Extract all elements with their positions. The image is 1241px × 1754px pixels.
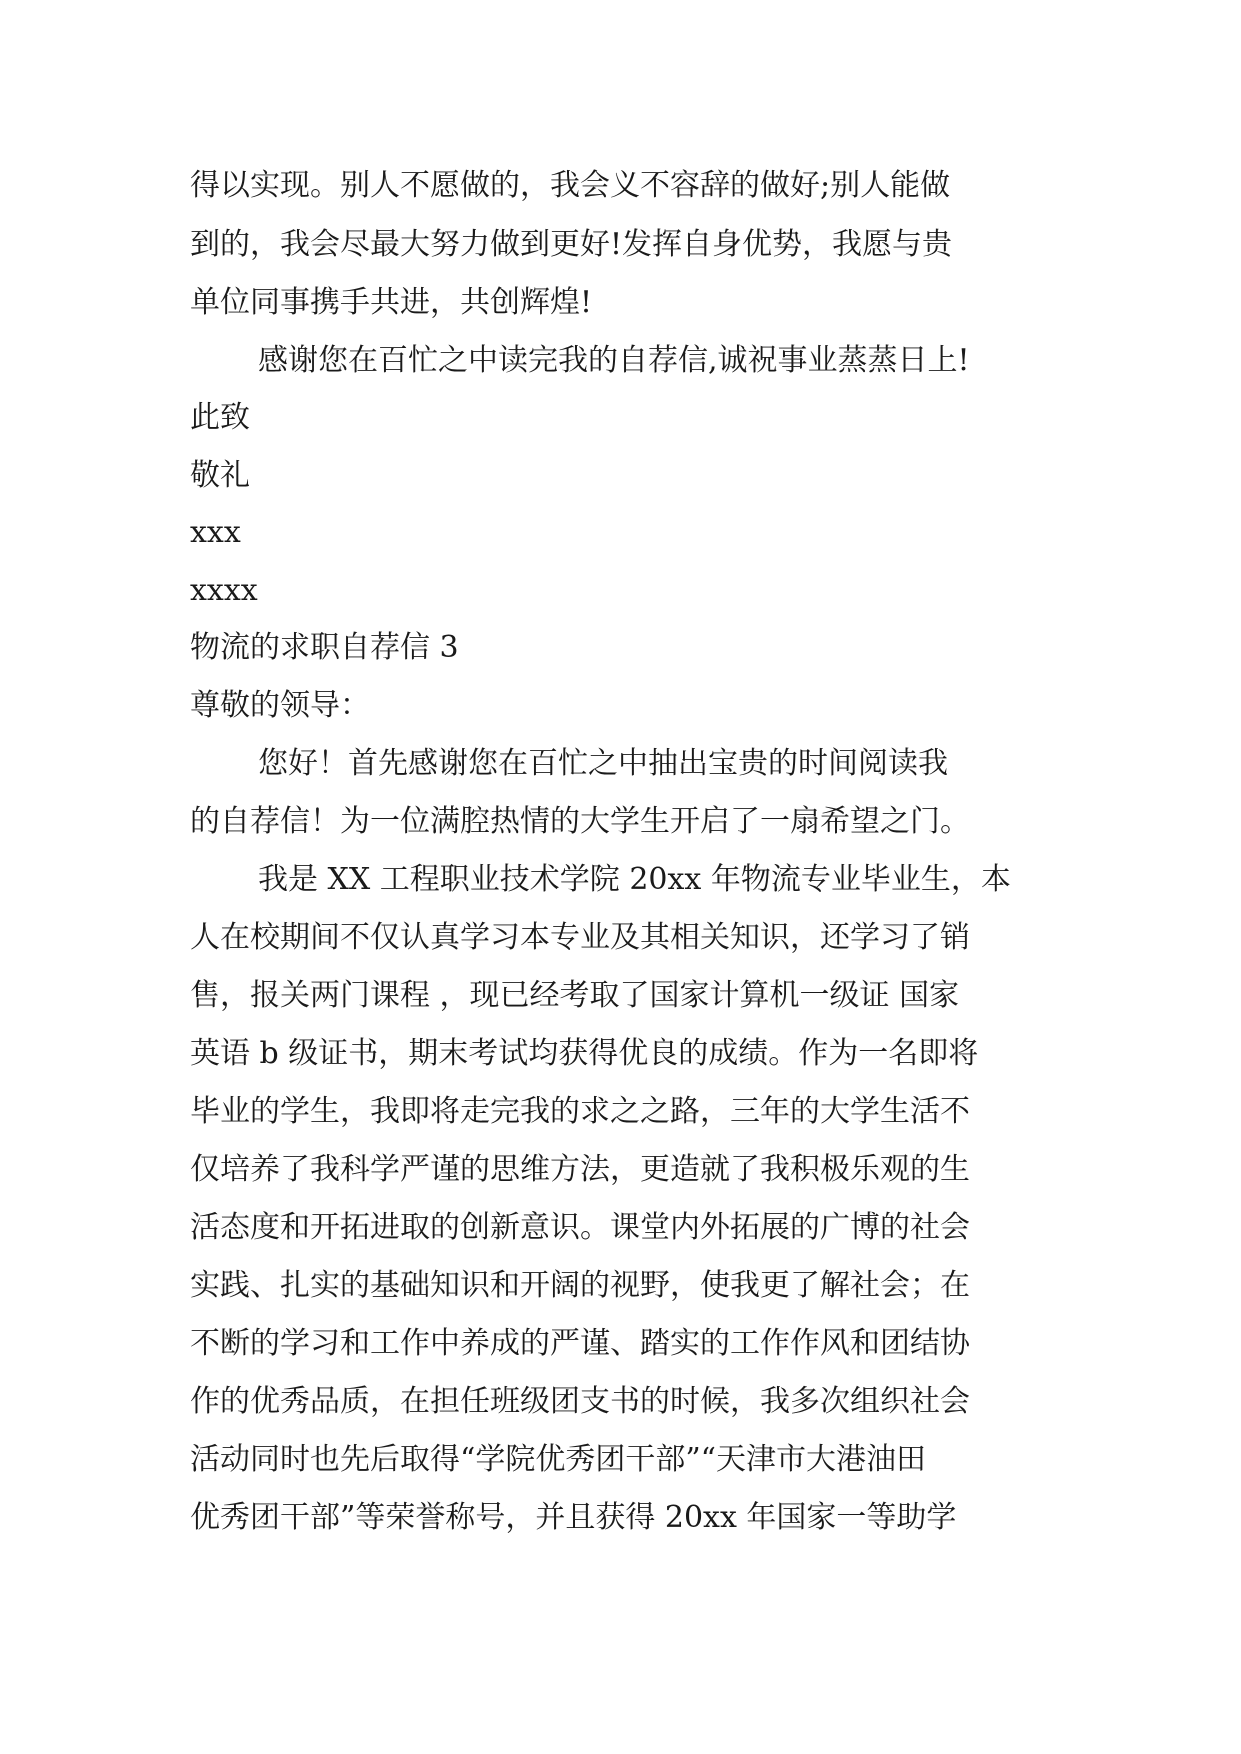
paragraph-line: 感谢您在百忙之中读完我的自荐信,诚祝事业蒸蒸日上! [258,343,970,378]
closing-line: 敬礼 [190,458,250,493]
paragraph-line: 的自荐信！为一位满腔热情的大学生开启了一扇希望之门。 [190,804,970,839]
paragraph-line: 我是 XX 工程职业技术学院 20xx 年物流专业毕业生，本 [258,862,1011,897]
paragraph-line: 作的优秀品质，在担任班级团支书的时候，我多次组织社会 [190,1384,970,1419]
signature-date: xxxx [190,573,258,608]
signature-name: xxx [190,515,241,550]
paragraph-line: 得以实现。别人不愿做的，我会义不容辞的做好;别人能做 [190,168,951,203]
salutation: 尊敬的领导： [190,688,370,723]
paragraph-line: 实践、扎实的基础知识和开阔的视野，使我更了解社会；在 [190,1268,970,1303]
paragraph-line: 英语 b 级证书，期末考试均获得优良的成绩。作为一名即将 [190,1036,979,1071]
section-title: 物流的求职自荐信 3 [190,630,459,665]
paragraph-line: 您好！首先感谢您在百忙之中抽出宝贵的时间阅读我 [258,746,948,781]
paragraph-line: 人在校期间不仅认真学习本专业及其相关知识，还学习了销 [190,920,970,955]
paragraph-line: 到的，我会尽最大努力做到更好!发挥自身优势，我愿与贵 [190,227,953,262]
paragraph-line: 优秀团干部”等荣誉称号，并且获得 20xx 年国家一等助学 [190,1500,957,1535]
paragraph-line: 活动同时也先后取得“学院优秀团干部”“天津市大港油田 [190,1442,927,1477]
paragraph-line: 不断的学习和工作中养成的严谨、踏实的工作作风和团结协 [190,1326,970,1361]
paragraph-line: 售，报关两门课程 ，现已经考取了国家计算机一级证 国家 [190,978,960,1013]
paragraph-line: 毕业的学生，我即将走完我的求之之路，三年的大学生活不 [190,1094,970,1129]
paragraph-line: 活态度和开拓进取的创新意识。课堂内外拓展的广博的社会 [190,1210,970,1245]
closing-line: 此致 [190,400,250,435]
paragraph-line: 仅培养了我科学严谨的思维方法，更造就了我积极乐观的生 [190,1152,970,1187]
paragraph-line: 单位同事携手共进，共创辉煌! [190,285,593,320]
